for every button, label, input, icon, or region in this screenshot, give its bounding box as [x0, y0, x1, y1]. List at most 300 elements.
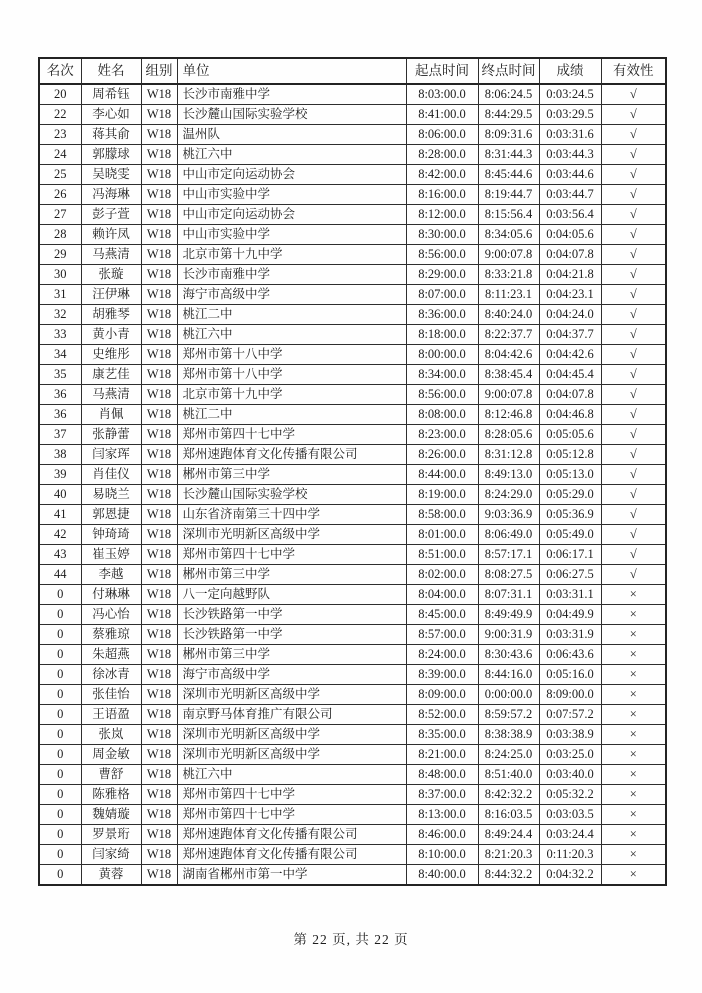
cell-start-time: 8:56:00.0: [406, 245, 478, 265]
cell-start-time: 8:18:00.0: [406, 325, 478, 345]
cell-group: W18: [141, 545, 177, 565]
cell-name: 吴晓雯: [81, 165, 141, 185]
cell-finish-time: 0:00:00.0: [478, 685, 539, 705]
cell-start-time: 8:24:00.0: [406, 645, 478, 665]
cell-start-time: 8:04:00.0: [406, 585, 478, 605]
table-row: [39, 185, 666, 205]
cell-rank: 43: [39, 545, 81, 565]
cell-result: 0:04:07.8: [539, 385, 601, 405]
cell-name: 李心如: [81, 105, 141, 125]
cell-start-time: 8:02:00.0: [406, 565, 478, 585]
cell-start-time: 8:46:00.0: [406, 825, 478, 845]
cell-finish-time: 8:44:16.0: [478, 665, 539, 685]
cell-name: 易晓兰: [81, 485, 141, 505]
cell-finish-time: 8:33:21.8: [478, 265, 539, 285]
table-row: [39, 385, 666, 405]
cell-result: 0:03:25.0: [539, 745, 601, 765]
cell-name: 郭恩捷: [81, 505, 141, 525]
cell-group: W18: [141, 185, 177, 205]
cell-start-time: 8:56:00.0: [406, 385, 478, 405]
cell-name: 陈雅格: [81, 785, 141, 805]
cell-finish-time: 8:44:32.2: [478, 865, 539, 886]
cell-rank: 0: [39, 865, 81, 886]
cell-validity: √: [601, 125, 666, 145]
cell-name: 崔玉婷: [81, 545, 141, 565]
cell-name: 钟琦琦: [81, 525, 141, 545]
cell-validity: ×: [601, 605, 666, 625]
cell-rank: 37: [39, 425, 81, 445]
cell-group: W18: [141, 585, 177, 605]
results-table: [38, 57, 667, 886]
cell-validity: ×: [601, 845, 666, 865]
cell-start-time: 8:28:00.0: [406, 145, 478, 165]
cell-rank: 33: [39, 325, 81, 345]
cell-name: 付琳琳: [81, 585, 141, 605]
cell-group: W18: [141, 125, 177, 145]
cell-rank: 29: [39, 245, 81, 265]
cell-finish-time: 8:31:44.3: [478, 145, 539, 165]
cell-finish-time: 8:06:49.0: [478, 525, 539, 545]
cell-start-time: 8:34:00.0: [406, 365, 478, 385]
cell-rank: 20: [39, 84, 81, 105]
cell-start-time: 8:51:00.0: [406, 545, 478, 565]
cell-group: W18: [141, 225, 177, 245]
cell-finish-time: 8:06:24.5: [478, 84, 539, 105]
cell-result: 0:04:07.8: [539, 245, 601, 265]
cell-rank: 40: [39, 485, 81, 505]
cell-finish-time: 8:21:20.3: [478, 845, 539, 865]
cell-name: 魏婧璇: [81, 805, 141, 825]
cell-group: W18: [141, 425, 177, 445]
table-row: [39, 285, 666, 305]
cell-unit: 山东省济南第三十四中学: [177, 505, 406, 525]
cell-unit: 中山市定向运动协会: [177, 165, 406, 185]
cell-finish-time: 8:44:29.5: [478, 105, 539, 125]
cell-finish-time: 8:49:49.9: [478, 605, 539, 625]
cell-unit: 郑州市第四十七中学: [177, 425, 406, 445]
cell-unit: 郑州市第四十七中学: [177, 805, 406, 825]
cell-result: 0:11:20.3: [539, 845, 601, 865]
cell-name: 朱超燕: [81, 645, 141, 665]
cell-name: 张岚: [81, 725, 141, 745]
cell-finish-time: 8:07:31.1: [478, 585, 539, 605]
cell-start-time: 8:12:00.0: [406, 205, 478, 225]
cell-group: W18: [141, 325, 177, 345]
cell-start-time: 8:08:00.0: [406, 405, 478, 425]
cell-result: 0:05:16.0: [539, 665, 601, 685]
cell-validity: ×: [601, 745, 666, 765]
cell-unit: 南京野马体育推广有限公司: [177, 705, 406, 725]
cell-start-time: 8:36:00.0: [406, 305, 478, 325]
cell-rank: 0: [39, 665, 81, 685]
cell-group: W18: [141, 205, 177, 225]
cell-validity: √: [601, 425, 666, 445]
cell-group: W18: [141, 765, 177, 785]
table-body: [39, 84, 666, 885]
cell-group: W18: [141, 405, 177, 425]
cell-start-time: 8:37:00.0: [406, 785, 478, 805]
cell-name: 马燕清: [81, 245, 141, 265]
cell-finish-time: 8:04:42.6: [478, 345, 539, 365]
cell-name: 闫家珲: [81, 445, 141, 465]
cell-validity: ×: [601, 585, 666, 605]
cell-group: W18: [141, 445, 177, 465]
cell-name: 郭朦球: [81, 145, 141, 165]
cell-finish-time: 8:30:43.6: [478, 645, 539, 665]
cell-unit: 长沙市南雅中学: [177, 265, 406, 285]
cell-rank: 23: [39, 125, 81, 145]
cell-rank: 35: [39, 365, 81, 385]
cell-start-time: 8:01:00.0: [406, 525, 478, 545]
cell-rank: 28: [39, 225, 81, 245]
cell-unit: 中山市定向运动协会: [177, 205, 406, 225]
cell-result: 0:03:24.5: [539, 84, 601, 105]
cell-result: 0:05:29.0: [539, 485, 601, 505]
cell-unit: 深圳市光明新区高级中学: [177, 745, 406, 765]
cell-group: W18: [141, 685, 177, 705]
cell-start-time: 8:30:00.0: [406, 225, 478, 245]
table-row: [39, 465, 666, 485]
cell-start-time: 8:10:00.0: [406, 845, 478, 865]
cell-finish-time: 8:08:27.5: [478, 565, 539, 585]
cell-unit: 郑州速跑体育文化传播有限公司: [177, 825, 406, 845]
cell-finish-time: 8:42:32.2: [478, 785, 539, 805]
cell-group: W18: [141, 105, 177, 125]
cell-unit: 温州队: [177, 125, 406, 145]
cell-result: 0:03:44.3: [539, 145, 601, 165]
cell-validity: √: [601, 245, 666, 265]
cell-validity: √: [601, 145, 666, 165]
cell-name: 冯心怡: [81, 605, 141, 625]
cell-group: W18: [141, 505, 177, 525]
cell-result: 0:05:36.9: [539, 505, 601, 525]
cell-rank: 41: [39, 505, 81, 525]
cell-unit: 郴州市第三中学: [177, 645, 406, 665]
column-header-finish-time: 终点时间: [478, 58, 539, 84]
table-row: [39, 665, 666, 685]
cell-group: W18: [141, 305, 177, 325]
page-number-footer: 第 22 页, 共 22 页: [293, 932, 409, 947]
cell-group: W18: [141, 84, 177, 105]
table-row: [39, 685, 666, 705]
table-row: [39, 545, 666, 565]
cell-validity: √: [601, 185, 666, 205]
cell-name: 赖许凤: [81, 225, 141, 245]
column-header-result: 成绩: [539, 58, 601, 84]
cell-validity: √: [601, 385, 666, 405]
cell-result: 0:03:29.5: [539, 105, 601, 125]
cell-validity: √: [601, 445, 666, 465]
column-header-group: 组别: [141, 58, 177, 84]
cell-validity: ×: [601, 705, 666, 725]
cell-finish-time: 8:19:44.7: [478, 185, 539, 205]
table-row: [39, 125, 666, 145]
table-row: [39, 765, 666, 785]
cell-rank: 36: [39, 405, 81, 425]
cell-finish-time: 8:45:44.6: [478, 165, 539, 185]
cell-group: W18: [141, 745, 177, 765]
cell-rank: 22: [39, 105, 81, 125]
cell-unit: 深圳市光明新区高级中学: [177, 525, 406, 545]
cell-unit: 桃江六中: [177, 325, 406, 345]
cell-rank: 36: [39, 385, 81, 405]
cell-start-time: 8:26:00.0: [406, 445, 478, 465]
table-row: [39, 245, 666, 265]
cell-unit: 八一定向越野队: [177, 585, 406, 605]
table-row: [39, 565, 666, 585]
cell-name: 周金敏: [81, 745, 141, 765]
cell-result: 8:09:00.0: [539, 685, 601, 705]
cell-result: 0:04:42.6: [539, 345, 601, 365]
table-row: [39, 425, 666, 445]
table-row: [39, 445, 666, 465]
cell-name: 肖佳仪: [81, 465, 141, 485]
cell-name: 史维彤: [81, 345, 141, 365]
cell-result: 0:03:31.6: [539, 125, 601, 145]
table-row: [39, 825, 666, 845]
cell-unit: 长沙市南雅中学: [177, 84, 406, 105]
cell-rank: 44: [39, 565, 81, 585]
cell-start-time: 8:52:00.0: [406, 705, 478, 725]
cell-result: 0:03:31.1: [539, 585, 601, 605]
cell-validity: √: [601, 405, 666, 425]
cell-rank: 0: [39, 585, 81, 605]
cell-rank: 0: [39, 785, 81, 805]
table-row: [39, 505, 666, 525]
cell-name: 李越: [81, 565, 141, 585]
cell-validity: √: [601, 565, 666, 585]
cell-rank: 32: [39, 305, 81, 325]
cell-finish-time: 8:09:31.6: [478, 125, 539, 145]
cell-validity: √: [601, 325, 666, 345]
cell-group: W18: [141, 725, 177, 745]
cell-finish-time: 8:38:45.4: [478, 365, 539, 385]
cell-name: 周希钰: [81, 84, 141, 105]
table-row: [39, 705, 666, 725]
cell-name: 张佳怡: [81, 685, 141, 705]
cell-name: 马燕清: [81, 385, 141, 405]
cell-start-time: 8:39:00.0: [406, 665, 478, 685]
table-row: [39, 745, 666, 765]
cell-unit: 郑州速跑体育文化传播有限公司: [177, 845, 406, 865]
cell-start-time: 8:40:00.0: [406, 865, 478, 886]
cell-finish-time: 8:57:17.1: [478, 545, 539, 565]
column-header-rank: 名次: [39, 58, 81, 84]
cell-name: 徐冰青: [81, 665, 141, 685]
cell-result: 0:03:31.9: [539, 625, 601, 645]
cell-validity: ×: [601, 805, 666, 825]
cell-group: W18: [141, 465, 177, 485]
cell-result: 0:05:32.2: [539, 785, 601, 805]
cell-validity: ×: [601, 665, 666, 685]
table-row: [39, 145, 666, 165]
cell-group: W18: [141, 865, 177, 886]
cell-unit: 北京市第十九中学: [177, 385, 406, 405]
cell-validity: √: [601, 505, 666, 525]
cell-finish-time: 9:00:31.9: [478, 625, 539, 645]
cell-unit: 桃江二中: [177, 405, 406, 425]
header-row: [39, 58, 666, 84]
cell-group: W18: [141, 705, 177, 725]
cell-result: 0:04:21.8: [539, 265, 601, 285]
cell-name: 闫家绮: [81, 845, 141, 865]
cell-start-time: 8:16:00.0: [406, 185, 478, 205]
cell-group: W18: [141, 645, 177, 665]
cell-start-time: 8:23:00.0: [406, 425, 478, 445]
cell-rank: 0: [39, 705, 81, 725]
table-row: [39, 265, 666, 285]
table-row: [39, 365, 666, 385]
cell-validity: ×: [601, 865, 666, 886]
cell-validity: ×: [601, 645, 666, 665]
cell-group: W18: [141, 605, 177, 625]
cell-name: 罗景珩: [81, 825, 141, 845]
cell-start-time: 8:03:00.0: [406, 84, 478, 105]
table-row: [39, 84, 666, 105]
cell-name: 黄小青: [81, 325, 141, 345]
cell-unit: 郴州市第三中学: [177, 465, 406, 485]
cell-unit: 深圳市光明新区高级中学: [177, 685, 406, 705]
cell-result: 0:06:27.5: [539, 565, 601, 585]
cell-result: 0:03:56.4: [539, 205, 601, 225]
cell-unit: 长沙麓山国际实验学校: [177, 105, 406, 125]
cell-start-time: 8:19:00.0: [406, 485, 478, 505]
cell-result: 0:04:45.4: [539, 365, 601, 385]
cell-name: 冯海琳: [81, 185, 141, 205]
cell-finish-time: 8:40:24.0: [478, 305, 539, 325]
cell-rank: 0: [39, 845, 81, 865]
cell-rank: 34: [39, 345, 81, 365]
cell-result: 0:04:49.9: [539, 605, 601, 625]
cell-validity: ×: [601, 625, 666, 645]
cell-start-time: 8:48:00.0: [406, 765, 478, 785]
cell-unit: 湖南省郴州市第一中学: [177, 865, 406, 886]
cell-group: W18: [141, 285, 177, 305]
cell-unit: 郑州市第四十七中学: [177, 545, 406, 565]
table-row: [39, 525, 666, 545]
cell-unit: 海宁市高级中学: [177, 665, 406, 685]
cell-validity: √: [601, 105, 666, 125]
cell-start-time: 8:57:00.0: [406, 625, 478, 645]
cell-finish-time: 8:49:24.4: [478, 825, 539, 845]
cell-validity: √: [601, 345, 666, 365]
cell-finish-time: 8:24:25.0: [478, 745, 539, 765]
cell-finish-time: 8:24:29.0: [478, 485, 539, 505]
cell-group: W18: [141, 245, 177, 265]
cell-result: 0:03:40.0: [539, 765, 601, 785]
cell-validity: √: [601, 84, 666, 105]
table-row: [39, 725, 666, 745]
cell-result: 0:06:43.6: [539, 645, 601, 665]
cell-result: 0:03:24.4: [539, 825, 601, 845]
cell-name: 胡雅琴: [81, 305, 141, 325]
cell-start-time: 8:07:00.0: [406, 285, 478, 305]
table-row: [39, 165, 666, 185]
cell-unit: 郑州市第四十七中学: [177, 785, 406, 805]
column-header-start-time: 起点时间: [406, 58, 478, 84]
cell-result: 0:03:03.5: [539, 805, 601, 825]
table-row: [39, 605, 666, 625]
cell-result: 0:04:23.1: [539, 285, 601, 305]
cell-unit: 中山市实验中学: [177, 225, 406, 245]
table-row: [39, 105, 666, 125]
cell-rank: 0: [39, 805, 81, 825]
column-header-validity: 有效性: [601, 58, 666, 84]
column-header-name: 姓名: [81, 58, 141, 84]
cell-group: W18: [141, 385, 177, 405]
cell-result: 0:03:44.7: [539, 185, 601, 205]
table-row: [39, 865, 666, 886]
cell-rank: 31: [39, 285, 81, 305]
table-row: [39, 485, 666, 505]
cell-name: 康艺佳: [81, 365, 141, 385]
cell-result: 0:04:24.0: [539, 305, 601, 325]
cell-group: W18: [141, 785, 177, 805]
table-row: [39, 325, 666, 345]
cell-result: 0:07:57.2: [539, 705, 601, 725]
cell-rank: 39: [39, 465, 81, 485]
cell-name: 彭子萱: [81, 205, 141, 225]
cell-result: 0:04:37.7: [539, 325, 601, 345]
cell-group: W18: [141, 145, 177, 165]
cell-group: W18: [141, 485, 177, 505]
cell-rank: 30: [39, 265, 81, 285]
cell-validity: ×: [601, 785, 666, 805]
table-row: [39, 805, 666, 825]
cell-rank: 38: [39, 445, 81, 465]
table-row: [39, 625, 666, 645]
cell-finish-time: 8:28:05.6: [478, 425, 539, 445]
cell-finish-time: 8:59:57.2: [478, 705, 539, 725]
cell-validity: ×: [601, 725, 666, 745]
cell-validity: √: [601, 365, 666, 385]
cell-validity: √: [601, 525, 666, 545]
cell-group: W18: [141, 365, 177, 385]
cell-result: 0:04:46.8: [539, 405, 601, 425]
cell-result: 0:05:12.8: [539, 445, 601, 465]
cell-group: W18: [141, 265, 177, 285]
cell-start-time: 8:44:00.0: [406, 465, 478, 485]
cell-rank: 25: [39, 165, 81, 185]
cell-rank: 0: [39, 605, 81, 625]
cell-finish-time: 8:51:40.0: [478, 765, 539, 785]
cell-finish-time: 9:00:07.8: [478, 385, 539, 405]
cell-unit: 长沙麓山国际实验学校: [177, 485, 406, 505]
cell-finish-time: 8:34:05.6: [478, 225, 539, 245]
cell-validity: √: [601, 165, 666, 185]
cell-start-time: 8:06:00.0: [406, 125, 478, 145]
cell-group: W18: [141, 165, 177, 185]
cell-name: 蔡雅琼: [81, 625, 141, 645]
cell-rank: 0: [39, 745, 81, 765]
cell-name: 曹舒: [81, 765, 141, 785]
cell-rank: 27: [39, 205, 81, 225]
cell-group: W18: [141, 845, 177, 865]
cell-finish-time: 8:31:12.8: [478, 445, 539, 465]
cell-result: 0:05:49.0: [539, 525, 601, 545]
cell-validity: √: [601, 465, 666, 485]
cell-unit: 郑州市第十八中学: [177, 365, 406, 385]
table-row: [39, 225, 666, 245]
cell-name: 王语盈: [81, 705, 141, 725]
cell-rank: 0: [39, 765, 81, 785]
cell-start-time: 8:09:00.0: [406, 685, 478, 705]
cell-start-time: 8:13:00.0: [406, 805, 478, 825]
table-row: [39, 645, 666, 665]
cell-unit: 桃江六中: [177, 765, 406, 785]
cell-validity: √: [601, 225, 666, 245]
cell-rank: 0: [39, 685, 81, 705]
